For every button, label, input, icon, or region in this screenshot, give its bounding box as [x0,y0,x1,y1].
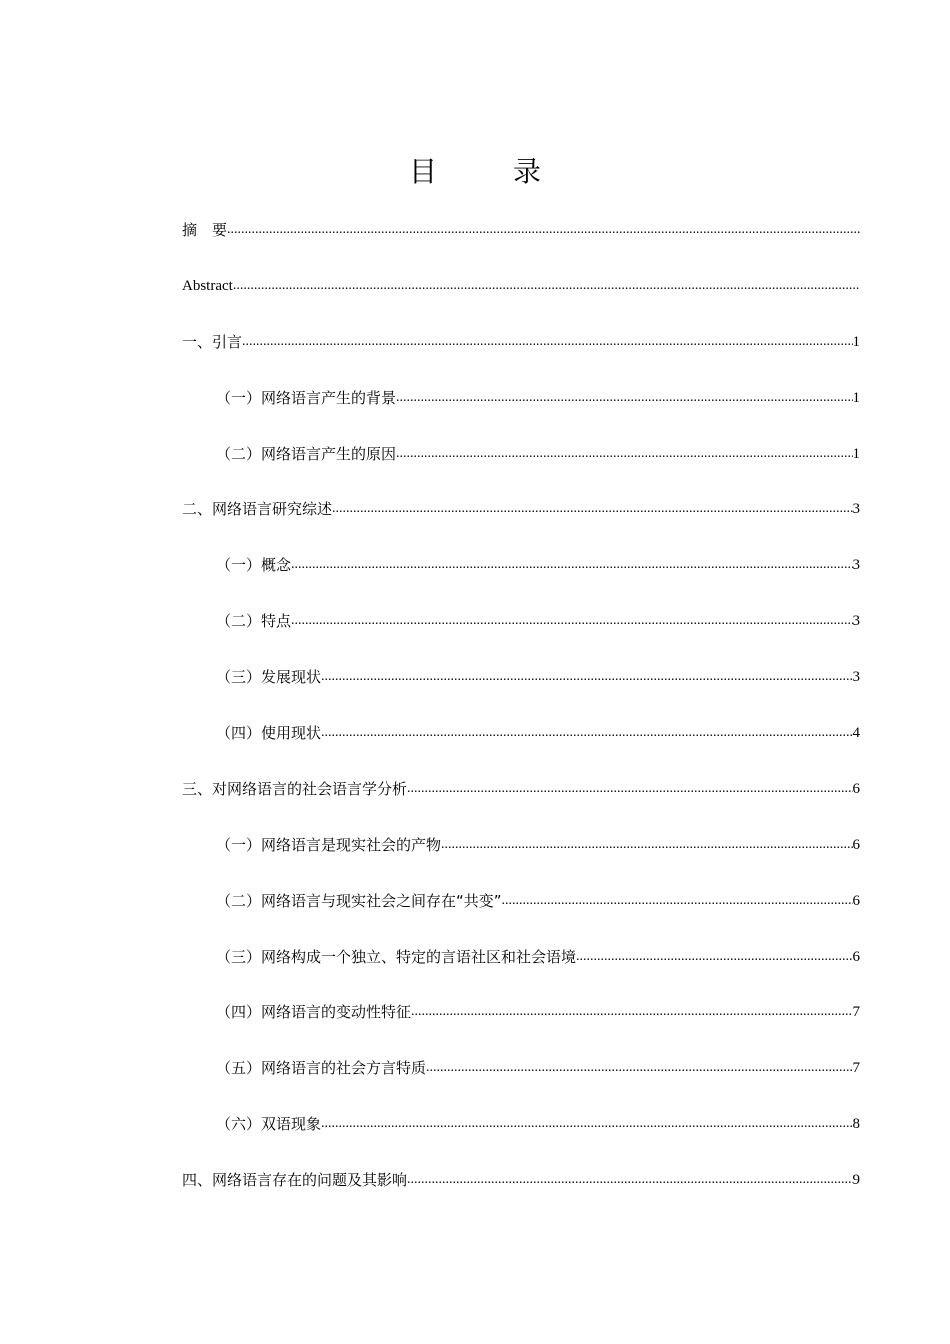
toc-entry-label: （一）网络语言产生的背景 [216,388,397,407]
page-title: 目 录 [408,155,565,188]
toc-entry[interactable] [182,274,860,330]
toc-entry-page-number: 1 [852,445,860,462]
toc-entry[interactable] [182,386,860,442]
toc-entry-page-number: 3 [852,669,860,686]
toc-entry-page-number: 6 [852,836,860,853]
toc-dot-leader [411,1000,852,1024]
toc-entry[interactable] [182,442,860,498]
toc-entry-page-number: 1 [852,333,860,350]
toc-entry[interactable] [182,665,860,721]
toc-entry[interactable] [182,889,860,945]
toc-dot-leader [441,833,852,857]
toc-entry-label: （六）双语现象 [216,1115,322,1134]
toc-entry-label: （一）概念 [216,556,292,575]
toc-entry-page-number: 1 [852,389,860,406]
toc-entry-page-number: 7 [852,1004,860,1021]
toc-entry-label: 二、网络语言研究综述 [182,500,333,519]
toc-entry[interactable] [182,1112,860,1168]
toc-dot-leader [407,1168,852,1192]
table-of-contents [182,218,860,1224]
toc-entry-page-number: 6 [852,892,860,909]
toc-entry[interactable] [182,945,860,1001]
toc-dot-leader [321,1112,852,1136]
toc-entry[interactable] [182,497,860,553]
toc-entry[interactable] [182,777,860,833]
toc-dot-leader [291,553,852,577]
toc-dot-leader [396,442,852,466]
toc-dot-leader [332,497,852,521]
toc-entry-label: 四、网络语言存在的问题及其影响 [182,1171,408,1190]
toc-dot-leader [426,1056,852,1080]
toc-dot-leader [233,274,860,298]
toc-entry-page-number: 9 [852,1172,860,1189]
toc-entry[interactable] [182,330,860,386]
toc-entry[interactable] [182,553,860,609]
toc-dot-leader [576,945,852,969]
toc-entry-page-number: 7 [852,1060,860,1077]
toc-dot-leader [502,889,853,913]
toc-dot-leader [321,665,852,689]
toc-entry[interactable] [182,218,860,274]
toc-entry[interactable] [182,1168,860,1224]
toc-entry-label: （五）网络语言的社会方言特质 [216,1059,427,1078]
toc-dot-leader [321,721,852,745]
toc-entry-label: （一）网络语言是现实社会的产物 [216,835,442,854]
toc-entry[interactable] [182,833,860,889]
toc-entry-page-number: 3 [852,557,860,574]
toc-entry-page-number: 3 [852,613,860,630]
toc-entry[interactable] [182,609,860,665]
toc-dot-leader [396,386,852,410]
toc-entry[interactable] [182,721,860,777]
toc-entry-label: 摘 要 [182,221,228,239]
toc-dot-leader [227,218,860,242]
toc-entry-page-number: 4 [852,725,860,742]
toc-entry-label: 三、对网络语言的社会语言学分析 [182,779,408,798]
toc-entry-label: （四）网络语言的变动性特征 [216,1003,412,1022]
toc-entry-page-number: 3 [852,501,860,518]
toc-entry-page-number: 6 [852,948,860,965]
toc-entry-label: （三）网络构成一个独立、特定的言语社区和社会语境 [216,947,577,966]
toc-entry-label: （二）网络语言产生的原因 [216,444,397,463]
toc-dot-leader [407,777,852,801]
toc-entry-label: （四）使用现状 [216,724,322,743]
toc-entry-label: （二）特点 [216,612,292,631]
toc-entry-label: （二）网络语言与现实社会之间存在“共变” [216,891,502,910]
toc-entry-page-number: 8 [852,1116,860,1133]
toc-entry-page-number: 6 [852,780,860,797]
toc-entry[interactable] [182,1000,860,1056]
toc-entry[interactable] [182,1056,860,1112]
toc-entry-label: （三）发展现状 [216,668,322,687]
toc-entry-label: Abstract [182,277,233,294]
toc-dot-leader [291,609,852,633]
toc-dot-leader [242,330,852,354]
toc-entry-label: 一、引言 [182,332,243,351]
